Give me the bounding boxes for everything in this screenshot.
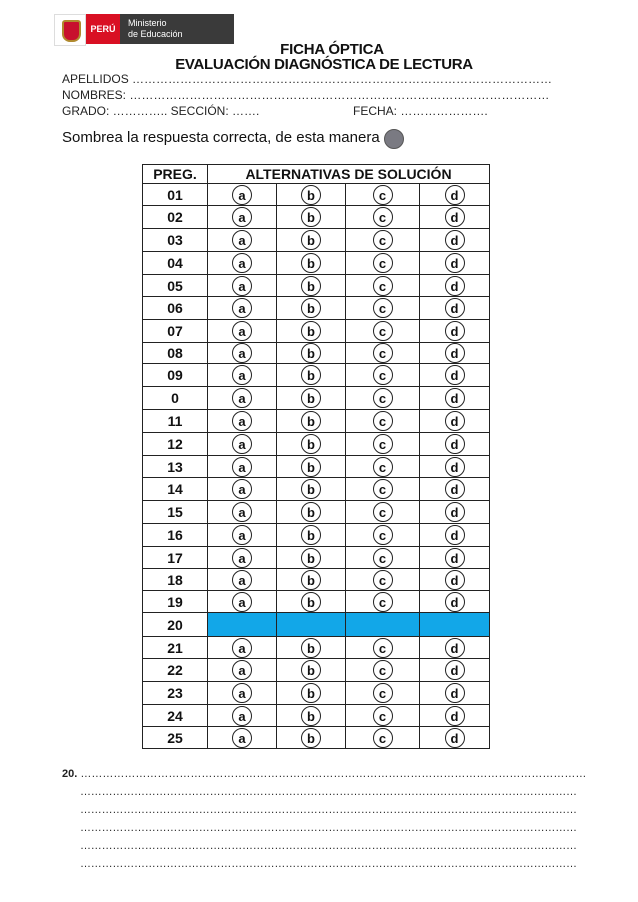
question-number: 18 [143, 569, 208, 591]
option-bubble-d[interactable]: d [445, 548, 465, 568]
option-bubble-d[interactable]: d [445, 253, 465, 273]
option-bubble-a[interactable]: a [232, 728, 252, 748]
option-cell[interactable] [420, 524, 490, 547]
table-row [143, 637, 490, 659]
question-number: 20 [143, 613, 208, 637]
option-cell[interactable] [346, 569, 420, 591]
question-number: 06 [143, 297, 208, 320]
option-bubble-c[interactable]: c [373, 411, 393, 431]
option-bubble-a[interactable]: a [232, 253, 252, 273]
table-row [143, 591, 490, 613]
answer-line[interactable]: ………………………………………………………………………………………………………………………… [80, 804, 577, 816]
option-cell[interactable] [346, 297, 420, 320]
question-number: 04 [143, 252, 208, 275]
option-cell[interactable] [346, 705, 420, 727]
option-bubble-a[interactable]: a [232, 321, 252, 341]
question-number: 19 [143, 591, 208, 613]
option-bubble-d[interactable]: d [445, 207, 465, 227]
nombres-field[interactable]: NOMBRES: …………………………………………………………………………………………… [62, 88, 550, 102]
option-cell[interactable] [346, 547, 420, 569]
option-bubble-a[interactable]: a [232, 343, 252, 363]
option-cell[interactable] [420, 433, 490, 456]
option-bubble-d[interactable]: d [445, 185, 465, 205]
open-question-number: 20. [62, 768, 78, 780]
option-cell[interactable] [346, 184, 420, 206]
option-cell[interactable] [208, 659, 277, 682]
option-bubble-b[interactable]: b [301, 230, 321, 250]
option-bubble-a[interactable]: a [232, 230, 252, 250]
option-cell[interactable] [277, 275, 346, 297]
question-number: 22 [143, 659, 208, 682]
option-cell[interactable] [277, 456, 346, 478]
option-cell[interactable] [208, 320, 277, 343]
option-bubble-a[interactable]: a [232, 706, 252, 726]
question-number: 13 [143, 456, 208, 478]
option-cell[interactable] [208, 252, 277, 275]
option-cell[interactable] [346, 387, 420, 410]
option-cell[interactable] [346, 727, 420, 749]
option-bubble-a[interactable]: a [232, 479, 252, 499]
option-cell[interactable] [420, 252, 490, 275]
option-cell[interactable] [277, 659, 346, 682]
answer-line[interactable]: ………………………………………………………………………………………………………………………… [80, 786, 577, 798]
question-number: 24 [143, 705, 208, 727]
fecha-field[interactable]: FECHA: …………………. [353, 104, 488, 118]
question-number: 21 [143, 637, 208, 659]
question-number: 17 [143, 547, 208, 569]
option-bubble-c[interactable]: c [373, 321, 393, 341]
option-cell[interactable] [420, 569, 490, 591]
option-bubble-a[interactable]: a [232, 525, 252, 545]
option-cell[interactable] [277, 569, 346, 591]
option-bubble-b[interactable]: b [301, 683, 321, 703]
option-bubble-c[interactable]: c [373, 298, 393, 318]
table-row [143, 682, 490, 705]
open-question-20 [62, 768, 586, 780]
logo-ministry-line1: Ministerio [128, 18, 167, 28]
table-row [143, 433, 490, 456]
option-bubble-a[interactable]: a [232, 185, 252, 205]
option-bubble-d[interactable]: d [445, 434, 465, 454]
option-bubble-c[interactable]: c [373, 388, 393, 408]
option-cell[interactable] [420, 478, 490, 501]
option-cell[interactable] [208, 206, 277, 229]
option-bubble-b[interactable]: b [301, 728, 321, 748]
question-number: 14 [143, 478, 208, 501]
table-row [143, 320, 490, 343]
table-row [143, 184, 490, 206]
option-cell[interactable] [346, 682, 420, 705]
option-bubble-c[interactable]: c [373, 207, 393, 227]
option-cell[interactable] [277, 433, 346, 456]
question-number: 25 [143, 727, 208, 749]
option-bubble-a[interactable]: a [232, 434, 252, 454]
option-cell[interactable] [346, 252, 420, 275]
option-bubble-d[interactable]: d [445, 298, 465, 318]
option-cell[interactable] [346, 343, 420, 364]
question-number: 08 [143, 343, 208, 364]
question-number: 16 [143, 524, 208, 547]
option-cell[interactable] [208, 478, 277, 501]
option-bubble-b[interactable]: b [301, 298, 321, 318]
option-cell[interactable] [420, 275, 490, 297]
question-number: 05 [143, 275, 208, 297]
option-bubble-c[interactable]: c [373, 276, 393, 296]
option-cell[interactable] [208, 433, 277, 456]
option-cell[interactable] [208, 501, 277, 524]
option-cell[interactable] [346, 456, 420, 478]
option-cell[interactable] [208, 184, 277, 206]
option-cell[interactable] [208, 682, 277, 705]
option-cell [208, 613, 277, 637]
option-bubble-b[interactable]: b [301, 525, 321, 545]
option-cell[interactable] [277, 682, 346, 705]
question-number: 07 [143, 320, 208, 343]
option-bubble-b[interactable]: b [301, 570, 321, 590]
option-bubble-a[interactable]: a [232, 592, 252, 612]
table-row [143, 297, 490, 320]
page-subtitle: EVALUACIÓN DIAGNÓSTICA DE LECTURA [175, 56, 473, 73]
option-cell[interactable] [277, 297, 346, 320]
col-header-alternativas: ALTERNATIVAS DE SOLUCIÓN [208, 165, 490, 184]
option-bubble-a[interactable]: a [232, 411, 252, 431]
option-bubble-d[interactable]: d [445, 660, 465, 680]
option-cell[interactable] [208, 364, 277, 387]
option-cell[interactable] [420, 591, 490, 613]
table-row [143, 524, 490, 547]
option-cell[interactable] [346, 320, 420, 343]
logo-ministry [120, 14, 234, 44]
option-cell[interactable] [346, 364, 420, 387]
option-bubble-a[interactable]: a [232, 660, 252, 680]
option-bubble-d[interactable]: d [445, 343, 465, 363]
option-cell[interactable] [420, 387, 490, 410]
answer-grid [142, 164, 490, 749]
option-bubble-d[interactable]: d [445, 706, 465, 726]
option-bubble-d[interactable]: d [445, 411, 465, 431]
question-number: 0 [143, 387, 208, 410]
option-cell[interactable] [208, 591, 277, 613]
option-bubble-a[interactable]: a [232, 548, 252, 568]
table-row [143, 478, 490, 501]
option-cell[interactable] [346, 524, 420, 547]
option-cell[interactable] [346, 478, 420, 501]
option-cell [277, 613, 346, 637]
option-bubble-c[interactable]: c [373, 525, 393, 545]
option-cell[interactable] [420, 456, 490, 478]
option-cell[interactable] [208, 410, 277, 433]
option-bubble-c[interactable]: c [373, 592, 393, 612]
question-number: 02 [143, 206, 208, 229]
question-number: 01 [143, 184, 208, 206]
question-number: 23 [143, 682, 208, 705]
option-bubble-c[interactable]: c [373, 638, 393, 658]
option-bubble-b[interactable]: b [301, 276, 321, 296]
answer-line[interactable]: ………………………………………………………………………………………………………………………… [80, 840, 577, 852]
option-cell[interactable] [420, 705, 490, 727]
page-title: FICHA ÓPTICA [280, 41, 384, 58]
table-row [143, 659, 490, 682]
option-bubble-c[interactable]: c [373, 706, 393, 726]
logo-ministry-line2: de Educación [128, 29, 183, 39]
option-cell[interactable] [208, 524, 277, 547]
option-cell[interactable] [420, 637, 490, 659]
option-cell[interactable] [420, 727, 490, 749]
option-bubble-a[interactable]: a [232, 502, 252, 522]
option-cell[interactable] [277, 637, 346, 659]
option-cell[interactable] [277, 478, 346, 501]
option-bubble-c[interactable]: c [373, 683, 393, 703]
option-bubble-b[interactable]: b [301, 321, 321, 341]
option-bubble-b[interactable]: b [301, 388, 321, 408]
option-bubble-d[interactable]: d [445, 592, 465, 612]
option-bubble-a[interactable]: a [232, 638, 252, 658]
option-cell[interactable] [420, 682, 490, 705]
option-bubble-b[interactable]: b [301, 479, 321, 499]
option-cell[interactable] [277, 524, 346, 547]
option-bubble-c[interactable]: c [373, 660, 393, 680]
option-cell [346, 613, 420, 637]
option-cell[interactable] [346, 433, 420, 456]
option-cell[interactable] [346, 275, 420, 297]
option-cell[interactable] [277, 727, 346, 749]
option-cell[interactable] [277, 320, 346, 343]
table-row [143, 547, 490, 569]
option-bubble-d[interactable]: d [445, 479, 465, 499]
option-cell[interactable] [208, 275, 277, 297]
option-bubble-d[interactable]: d [445, 525, 465, 545]
table-row [143, 229, 490, 252]
table-row [143, 501, 490, 524]
option-cell[interactable] [277, 206, 346, 229]
option-bubble-b[interactable]: b [301, 592, 321, 612]
option-bubble-b[interactable]: b [301, 548, 321, 568]
option-bubble-b[interactable]: b [301, 434, 321, 454]
option-cell[interactable] [346, 229, 420, 252]
table-row [143, 343, 490, 364]
option-bubble-a[interactable]: a [232, 570, 252, 590]
logo-country: PERÚ [86, 14, 120, 44]
option-cell[interactable] [277, 252, 346, 275]
option-bubble-b[interactable]: b [301, 457, 321, 477]
option-bubble-a[interactable]: a [232, 207, 252, 227]
answer-line[interactable]: ………………………………………………………………………………………………………………………… [80, 768, 587, 780]
option-cell[interactable] [346, 501, 420, 524]
table-row [143, 705, 490, 727]
option-bubble-c[interactable]: c [373, 457, 393, 477]
option-cell[interactable] [277, 705, 346, 727]
question-number: 15 [143, 501, 208, 524]
option-bubble-b[interactable]: b [301, 411, 321, 431]
option-cell[interactable] [420, 410, 490, 433]
instruction-text: Sombrea la respuesta correcta, de esta manera [62, 129, 380, 146]
option-cell[interactable] [277, 343, 346, 364]
table-row [143, 613, 490, 637]
option-cell[interactable] [208, 229, 277, 252]
option-cell[interactable] [420, 547, 490, 569]
option-bubble-c[interactable]: c [373, 343, 393, 363]
option-cell[interactable] [208, 727, 277, 749]
minedu-logo [54, 14, 234, 44]
option-bubble-b[interactable]: b [301, 638, 321, 658]
option-bubble-d[interactable]: d [445, 276, 465, 296]
col-header-preg: PREG. [143, 165, 208, 184]
shaded-bubble-example-icon [384, 129, 404, 149]
option-cell[interactable] [208, 343, 277, 364]
option-bubble-d[interactable]: d [445, 388, 465, 408]
table-row [143, 456, 490, 478]
question-number: 03 [143, 229, 208, 252]
option-bubble-c[interactable]: c [373, 570, 393, 590]
option-bubble-d[interactable]: d [445, 683, 465, 703]
table-row [143, 206, 490, 229]
option-cell[interactable] [420, 659, 490, 682]
option-bubble-a[interactable]: a [232, 457, 252, 477]
option-bubble-c[interactable]: c [373, 434, 393, 454]
option-cell[interactable] [420, 206, 490, 229]
option-cell[interactable] [346, 206, 420, 229]
option-cell[interactable] [346, 591, 420, 613]
question-number: 12 [143, 433, 208, 456]
option-bubble-c[interactable]: c [373, 365, 393, 385]
option-bubble-b[interactable]: b [301, 185, 321, 205]
option-bubble-c[interactable]: c [373, 230, 393, 250]
option-cell[interactable] [277, 501, 346, 524]
option-bubble-c[interactable]: c [373, 253, 393, 273]
option-bubble-d[interactable]: d [445, 502, 465, 522]
option-bubble-d[interactable]: d [445, 570, 465, 590]
option-bubble-c[interactable]: c [373, 728, 393, 748]
option-cell[interactable] [208, 387, 277, 410]
option-cell[interactable] [420, 229, 490, 252]
option-cell [420, 613, 490, 637]
table-row [143, 364, 490, 387]
option-cell[interactable] [420, 320, 490, 343]
table-row [143, 410, 490, 433]
option-cell[interactable] [420, 501, 490, 524]
answer-line[interactable]: ………………………………………………………………………………………………………………………… [80, 858, 577, 870]
option-cell[interactable] [277, 184, 346, 206]
option-bubble-b[interactable]: b [301, 660, 321, 680]
option-bubble-a[interactable]: a [232, 365, 252, 385]
option-cell[interactable] [346, 659, 420, 682]
option-cell[interactable] [420, 297, 490, 320]
option-cell[interactable] [277, 364, 346, 387]
option-bubble-b[interactable]: b [301, 706, 321, 726]
option-bubble-b[interactable]: b [301, 502, 321, 522]
question-number: 11 [143, 410, 208, 433]
apellidos-field[interactable]: APELLIDOS …………………………………………………………………………………………… [62, 72, 553, 86]
option-bubble-d[interactable]: d [445, 728, 465, 748]
option-bubble-d[interactable]: d [445, 365, 465, 385]
option-bubble-c[interactable]: c [373, 502, 393, 522]
table-row [143, 387, 490, 410]
option-cell[interactable] [208, 569, 277, 591]
option-bubble-d[interactable]: d [445, 457, 465, 477]
option-bubble-a[interactable]: a [232, 388, 252, 408]
table-row [143, 275, 490, 297]
option-cell[interactable] [346, 410, 420, 433]
option-bubble-d[interactable]: d [445, 321, 465, 341]
option-cell[interactable] [208, 547, 277, 569]
option-bubble-a[interactable]: a [232, 683, 252, 703]
table-row [143, 569, 490, 591]
option-cell[interactable] [277, 229, 346, 252]
option-bubble-b[interactable]: b [301, 343, 321, 363]
option-cell[interactable] [277, 387, 346, 410]
option-bubble-d[interactable]: d [445, 230, 465, 250]
option-bubble-d[interactable]: d [445, 638, 465, 658]
option-cell[interactable] [277, 410, 346, 433]
option-cell[interactable] [208, 456, 277, 478]
option-bubble-a[interactable]: a [232, 298, 252, 318]
answer-line[interactable]: ………………………………………………………………………………………………………………………… [80, 822, 577, 834]
option-cell[interactable] [208, 637, 277, 659]
question-number: 09 [143, 364, 208, 387]
option-cell[interactable] [346, 637, 420, 659]
option-cell[interactable] [420, 343, 490, 364]
option-cell[interactable] [420, 184, 490, 206]
option-bubble-b[interactable]: b [301, 365, 321, 385]
option-bubble-a[interactable]: a [232, 276, 252, 296]
option-bubble-b[interactable]: b [301, 253, 321, 273]
option-cell[interactable] [208, 705, 277, 727]
option-bubble-c[interactable]: c [373, 548, 393, 568]
option-cell[interactable] [277, 591, 346, 613]
table-row [143, 252, 490, 275]
option-cell[interactable] [420, 364, 490, 387]
option-bubble-c[interactable]: c [373, 479, 393, 499]
option-cell[interactable] [277, 547, 346, 569]
option-bubble-c[interactable]: c [373, 185, 393, 205]
option-bubble-b[interactable]: b [301, 207, 321, 227]
table-row [143, 727, 490, 749]
option-cell[interactable] [208, 297, 277, 320]
grado-seccion-field[interactable]: GRADO: ………….. SECCIÓN: ……. [62, 104, 260, 118]
